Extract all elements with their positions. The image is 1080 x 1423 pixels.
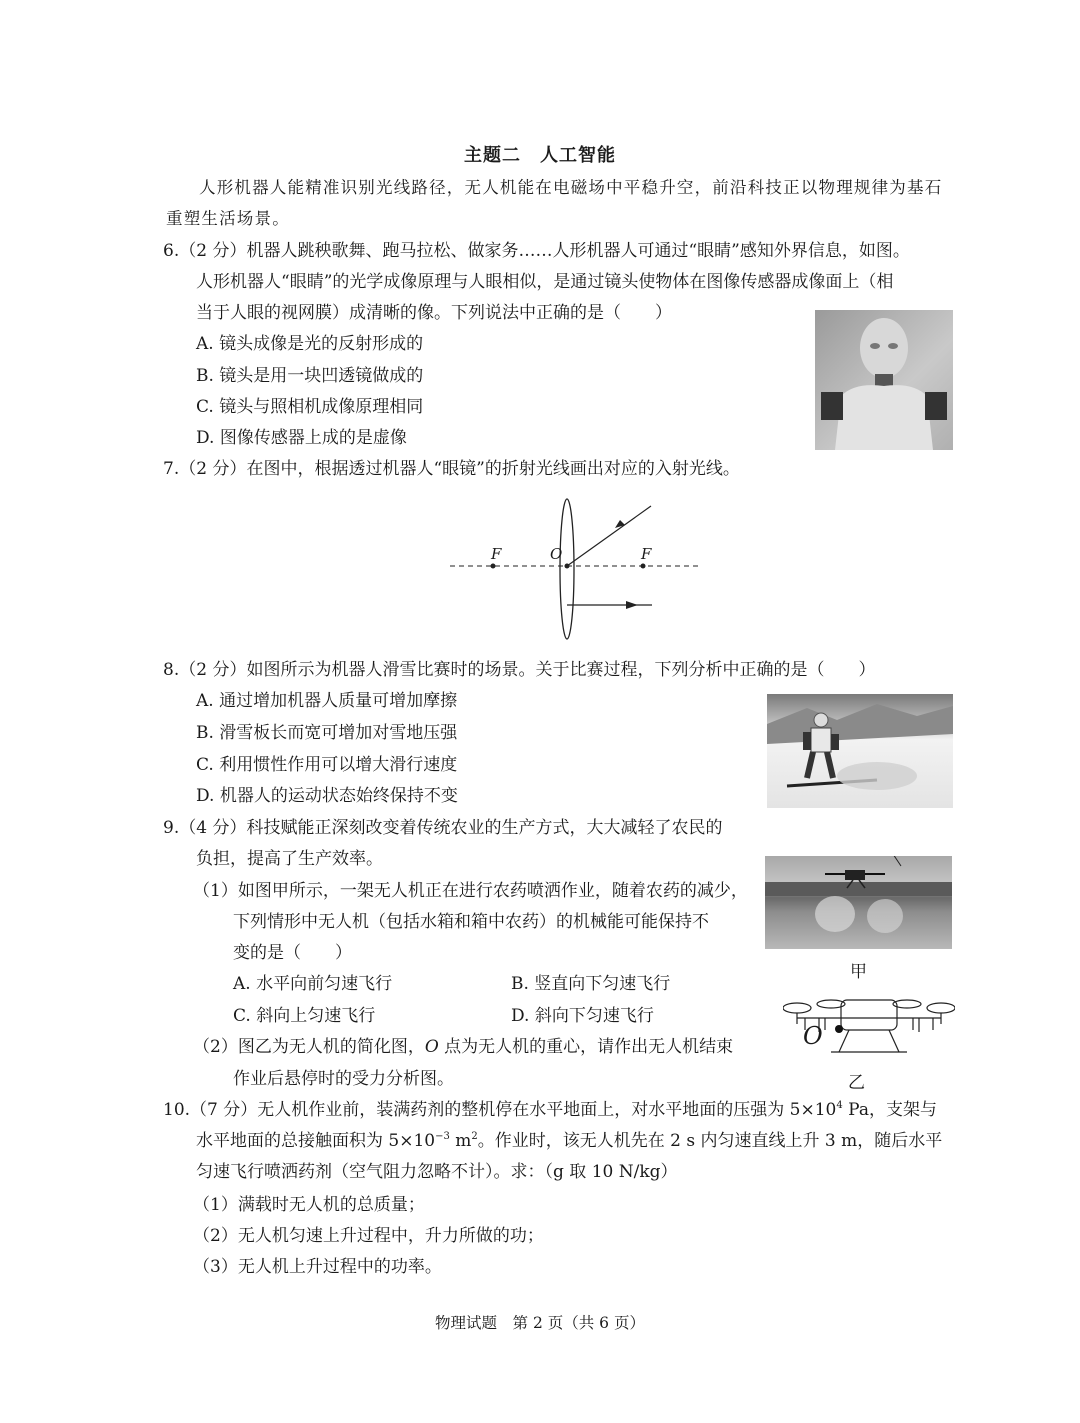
q9-part1-line-1: （1）如图甲所示，一架无人机正在进行农药喷洒作业，随着农药的减少，: [193, 881, 748, 901]
q10-l2-sup2: 2: [471, 1131, 478, 1142]
lens-diagram: [440, 495, 710, 645]
q6-stem-line-2: 人形机器人“眼睛”的光学成像原理与人眼相似，是通过镜头使物体在图像传感器成像面上（相: [196, 272, 894, 292]
center-of-gravity-dot: [835, 1025, 843, 1033]
q8-option-c: C. 利用惯性作用可以增大滑行速度: [196, 755, 458, 775]
q10-stem-line-2: [196, 1130, 942, 1152]
q6-option-d: D. 图像传感器上成的是虚像: [196, 428, 407, 448]
page-footer: 物理试题 第 2 页（共 6 页）: [435, 1314, 645, 1332]
q9-option-d: D. 斜向下匀速飞行: [511, 1006, 654, 1026]
caption-jia: 甲: [850, 962, 867, 982]
q9-stem-line-1: 9.（4 分）科技赋能正深刻改变着传统农业的生产方式，大大减轻了农民的: [163, 818, 723, 838]
q10-l1a: 10.（7 分）无人机作业前，装满药剂的整机停在水平地面上，对水平地面的压强为 5×10: [163, 1100, 837, 1120]
q10-l2b: m: [449, 1131, 472, 1151]
spraying-drone-photo: [765, 856, 952, 949]
section-title: 主题二 人工智能: [464, 145, 616, 166]
q10-part-1: （1）满载时无人机的总质量；: [193, 1195, 425, 1215]
q6-option-a: A. 镜头成像是光的反射形成的: [196, 334, 424, 354]
q10-l2a: 水平地面的总接触面积为 5×10: [196, 1131, 436, 1151]
q10-l2c: 。作业时，该无人机先在 2 s 内匀速直线上升 3 m，随后水平: [477, 1131, 943, 1151]
q8-option-d: D. 机器人的运动状态始终保持不变: [196, 786, 458, 806]
arrow-upper: [615, 520, 625, 528]
q9-part2-line-1a: （2）图乙为无人机的简化图，: [193, 1037, 425, 1057]
q6-stem-line-1: 6.（2 分）机器人跳秧歌舞、跑马拉松、做家务……人形机器人可通过“眼睛”感知外界信息，如图。: [163, 241, 910, 261]
caption-yi: 乙: [848, 1073, 865, 1093]
q10-part-2: （2）无人机匀速上升过程中，升力所做的功；: [193, 1226, 544, 1246]
q9-option-c: C. 斜向上匀速飞行: [233, 1006, 376, 1026]
label-left-f: F: [491, 545, 502, 563]
intro-line-1: 人形机器人能精准识别光线路径，无人机能在电磁场中平稳升空，前沿科技正以物理规律为基石: [199, 178, 943, 197]
refracted-ray-upper: [567, 506, 651, 566]
convex-lens: [560, 499, 574, 639]
q9-option-b: B. 竖直向下匀速飞行: [511, 974, 671, 994]
drone-label-o: O: [803, 1022, 823, 1050]
q9-part2-line-1: [193, 1036, 733, 1058]
label-right-f: F: [641, 545, 652, 563]
q8-option-b: B. 滑雪板长而宽可增加对雪地压强: [196, 723, 458, 743]
intro-line-2: 重塑生活场景。: [166, 209, 290, 228]
q6-option-c: C. 镜头与照相机成像原理相同: [196, 397, 424, 417]
q8-stem: 8.（2 分）如图所示为机器人滑雪比赛时的场景。关于比赛过程，下列分析中正确的是（ ）: [163, 660, 876, 680]
q10-stem-line-3: 匀速飞行喷洒药剂（空气阻力忽略不计）。求：（g 取 10 N/kg）: [196, 1162, 678, 1182]
q9-part2-line-2: 作业后悬停时的受力分析图。: [233, 1069, 454, 1089]
left-focus-point: [491, 564, 496, 569]
q9-option-a: A. 水平向前匀速飞行: [233, 974, 393, 994]
arrow-lower: [626, 601, 638, 609]
right-focus-point: [641, 564, 646, 569]
q6-stem-line-3: 当于人眼的视网膜）成清晰的像。下列说法中正确的是（ ）: [196, 303, 672, 323]
q9-part2-line-1b: 点为无人机的重心，请作出无人机结束: [438, 1037, 734, 1057]
q9-part2-o: O: [424, 1037, 439, 1057]
q6-option-b: B. 镜头是用一块凹透镜做成的: [196, 366, 424, 386]
q10-stem-line-1: [163, 1099, 937, 1121]
label-o: O: [550, 545, 563, 563]
q9-part1-line-2: 下列情形中无人机（包括水箱和箱中农药）的机械能可能保持不: [233, 912, 709, 932]
q10-l1-sup: 4: [836, 1100, 843, 1111]
q10-part-3: （3）无人机上升过程中的功率。: [193, 1257, 442, 1277]
q9-stem-line-2: 负担，提高了生产效率。: [196, 849, 383, 869]
q9-part1-line-3: 变的是（ ）: [233, 943, 352, 963]
q10-l1b: Pa，支架与: [842, 1100, 937, 1120]
q7-stem: 7.（2 分）在图中，根据透过机器人“眼镜”的折射光线画出对应的入射光线。: [163, 459, 740, 479]
q8-option-a: A. 通过增加机器人质量可增加摩擦: [196, 691, 458, 711]
q10-l2-sup: −3: [435, 1131, 450, 1142]
humanoid-robot-photo: [815, 310, 953, 450]
skiing-robot-photo: [767, 694, 953, 808]
